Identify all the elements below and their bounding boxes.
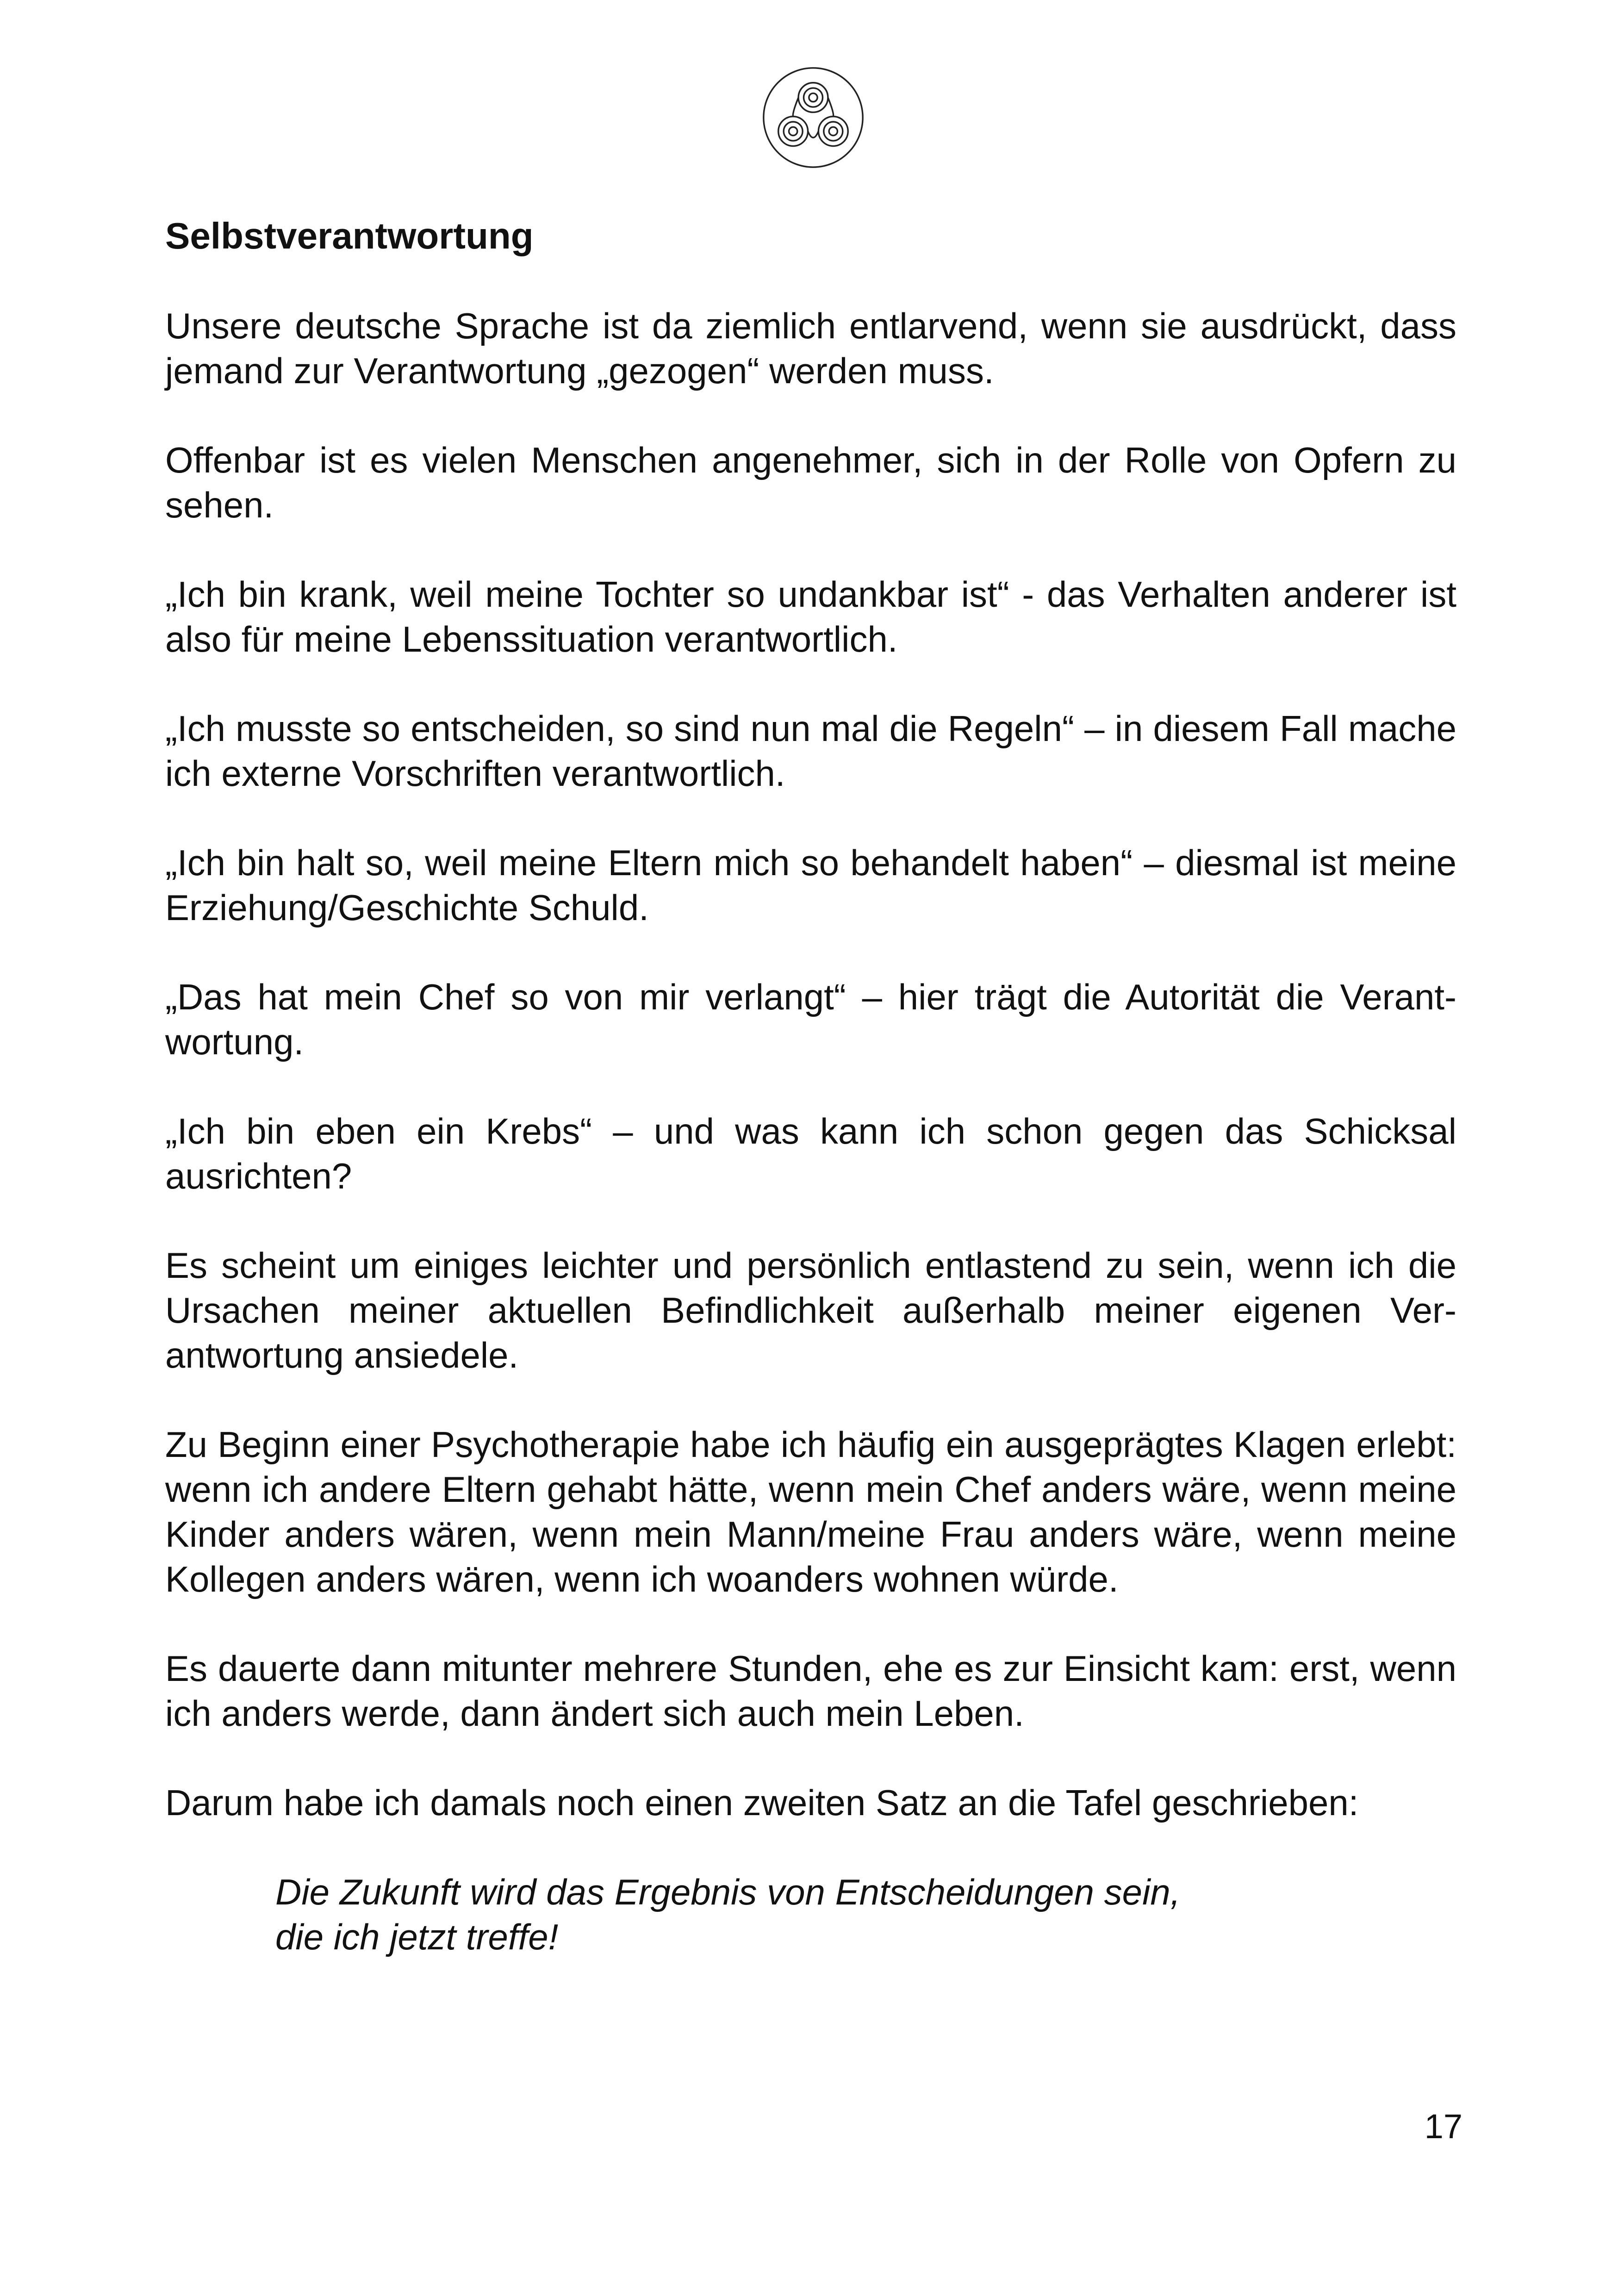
paragraph: „Ich bin krank, weil meine Tochter so undankbar ist“ - das Verhalten anderer ist also für meine Lebenssituation verantwortlich. (165, 574, 1456, 660)
paragraph: Es scheint um einiges leichter und persönlich entlastend zu sein, wenn ich die Ursachen meiner aktuellen Befindlichkeit außerhalb meiner eigenen Ver-antwortung ansiedele. (165, 1245, 1456, 1375)
paragraph: Offenbar ist es vielen Menschen angenehmer, sich in der Rolle von Opfern zu sehen. (165, 440, 1456, 525)
quote-line: Die Zukunft wird das Ergebnis von Entscheidungen sein, (275, 1872, 1181, 1912)
paragraph: Zu Beginn einer Psychotherapie habe ich häufig ein ausgeprägtes Klagen erlebt: wenn ich andere Eltern gehabt hätte, wenn mein Chef anders wäre, wenn meine Kinder anders wären, wenn mein Mann/meine Frau anders wäre, wenn meine Kollegen anders wären, wenn ich woanders wohnen würde. (165, 1424, 1456, 1599)
triskele-icon (760, 65, 866, 170)
page-number: 17 (1424, 2107, 1462, 2146)
paragraph: Unsere deutsche Sprache ist da ziemlich entlarvend, wenn sie ausdrückt, dass jemand zur Verantwortung „gezogen“ werden muss. (165, 305, 1456, 391)
paragraph: „Ich musste so entscheiden, so sind nun mal die Regeln“ – in diesem Fall mache ich externe Vorschriften verantwortlich. (165, 708, 1456, 794)
page-content (165, 213, 1456, 1960)
paragraph: „Das hat mein Chef so von mir verlangt“ – hier trägt die Autorität die Verant-wortung. (165, 977, 1456, 1062)
paragraph: „Ich bin eben ein Krebs“ – und was kann ich schon gegen das Schicksal ausrichten? (165, 1111, 1456, 1196)
paragraph: „Ich bin halt so, weil meine Eltern mich so behandelt haben“ – diesmal ist meine Erziehung/Geschichte Schuld. (165, 842, 1456, 928)
paragraph: Es dauerte dann mitunter mehrere Stunden, ehe es zur Einsicht kam: erst, wenn ich anders werde, dann ändert sich auch mein Leben. (165, 1648, 1456, 1734)
paragraph: Darum habe ich damals noch einen zweiten Satz an die Tafel geschrieben: (165, 1782, 1359, 1823)
quote-line: die ich jetzt treffe! (275, 1916, 559, 1957)
section-heading: Selbstverantwortung (165, 215, 534, 256)
quote-block (275, 1870, 1456, 1960)
